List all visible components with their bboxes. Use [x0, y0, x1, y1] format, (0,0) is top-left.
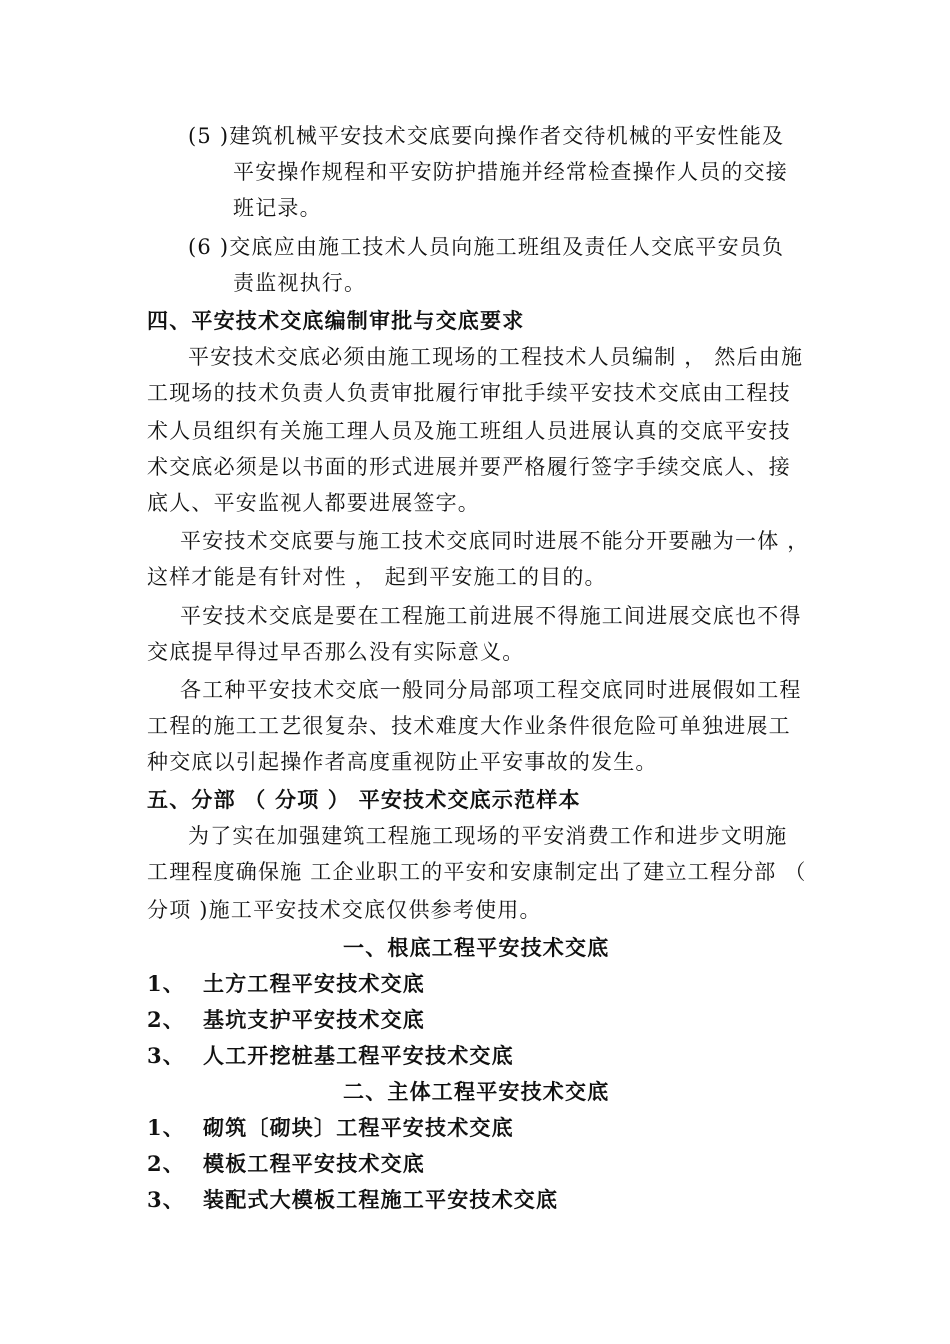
item-number: 3、 [147, 1043, 186, 1068]
item-number: 1、 [147, 971, 186, 996]
group-1-title: 一、根底工程平安技术交底 [343, 935, 610, 960]
section-4-heading: 四、平安技术交底编制审批与交底要求 [147, 308, 525, 333]
group-2-item-2 [147, 1149, 425, 1179]
section-5-heading: 五、分部 （ 分项 ） 平安技术交底示范样本 [147, 787, 581, 812]
group-1-item-1 [147, 969, 425, 999]
item-number: 3、 [147, 1187, 186, 1212]
list-item-6-line-1: (6 )交底应由施工技术人员向施工班组及责任人交底平安员负 [188, 235, 785, 259]
section-4-para-4-line-3: 种交底以引起操作者高度重视防止平安事故的发生。 [147, 750, 658, 774]
item-number: 2、 [147, 1007, 186, 1032]
section-5-para-line-3: 分项 )施工平安技术交底仅供参考使用。 [147, 898, 542, 922]
section-4-para-2-line-1: 平安技术交底要与施工技术交底同时进展不能分开要融为一体 ， [180, 529, 810, 553]
section-4-para-1-line-3: 术人员组织有关施工理人员及施工班组人员进展认真的交底平安技 [147, 419, 791, 443]
section-4-para-1-line-2: 工现场的技术负责人负责审批履行审批手续平安技术交底由工程技 [147, 381, 791, 405]
item-number: 2、 [147, 1151, 186, 1176]
section-4-para-3-line-2: 交底提早得过早否那么没有实际意义。 [147, 640, 525, 664]
group-1-item-2 [147, 1005, 425, 1035]
list-item-6-line-2: 责监视执行。 [233, 271, 367, 295]
item-label: 基坑支护平安技术交底 [203, 1007, 425, 1032]
section-4-para-2-line-2: 这样才能是有针对性 ， 起到平安施工的目的。 [147, 565, 607, 589]
group-2-item-1 [147, 1113, 514, 1143]
section-4-para-4-line-1: 各工种平安技术交底一般同分局部项工程交底同时进展假如工程 [180, 678, 802, 702]
group-2-title: 二、主体工程平安技术交底 [343, 1079, 610, 1104]
group-1-item-3 [147, 1041, 514, 1071]
item-label: 砌筑〔砌块〕工程平安技术交底 [203, 1115, 514, 1140]
section-5-para-line-1: 为了实在加强建筑工程施工现场的平安消费工作和进步文明施 [188, 824, 788, 848]
item-label: 装配式大模板工程施工平安技术交底 [203, 1187, 559, 1212]
item-label: 模板工程平安技术交底 [203, 1151, 425, 1176]
section-4-para-3-line-1: 平安技术交底是要在工程施工前进展不得施工间进展交底也不得 [180, 604, 802, 628]
section-4-para-4-line-2: 工程的施工工艺很复杂、技术难度大作业条件很危险可单独进展工 [147, 714, 791, 738]
section-4-para-1-line-5: 底人、平安监视人都要进展签字。 [147, 491, 480, 515]
group-2-item-3 [147, 1185, 558, 1215]
item-label: 人工开挖桩基工程平安技术交底 [203, 1043, 514, 1068]
item-number: 1、 [147, 1115, 186, 1140]
list-item-5-line-1: (5 )建筑机械平安技术交底要向操作者交待机械的平安性能及 [188, 124, 785, 148]
section-5-para-line-2: 工理程度确保施 工企业职工的平安和安康制定出了建立工程分部 （ [147, 860, 807, 884]
list-item-5-line-3: 班记录。 [233, 196, 322, 220]
section-4-para-1-line-1: 平安技术交底必须由施工现场的工程技术人员编制 ， 然后由施 [188, 345, 804, 369]
section-4-para-1-line-4: 术交底必须是以书面的形式进展并要严格履行签字手续交底人、接 [147, 455, 791, 479]
item-label: 土方工程平安技术交底 [203, 971, 425, 996]
list-item-5-line-2: 平安操作规程和平安防护措施并经常检查操作人员的交接 [233, 160, 788, 184]
